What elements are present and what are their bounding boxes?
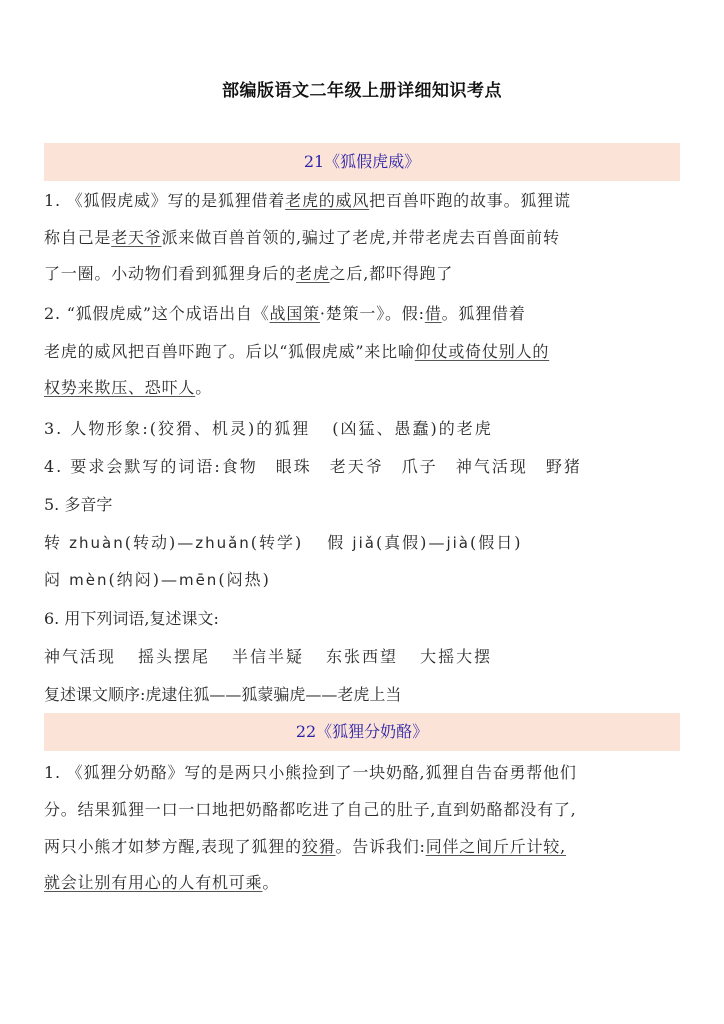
vocab-word: 野猪 [545, 457, 582, 476]
fox-traits: (狡猾、机灵)的狐狸 [149, 419, 311, 438]
document-title: 部编版语文二年级上册详细知识考点 [222, 81, 502, 101]
lesson-21-point-1-line-3 [44, 263, 684, 285]
text: ·楚策一》。假: [319, 304, 425, 323]
lesson-21-point-1-line-2 [44, 227, 684, 249]
lesson-22-header: 22《狐狸分奶酪》 [44, 713, 680, 751]
lesson-21-point-6-label: 6. 用下列词语,复述课文: [44, 609, 219, 628]
text: 2. “狐假虎威”这个成语出自《 [44, 304, 270, 323]
text: 之后,都吓得跑了 [329, 264, 454, 283]
lesson-21-point-1-line-1 [44, 190, 684, 212]
retell-order: 复述课文顺序:虎逮住狐——狐蒙骗虎——老虎上当 [44, 685, 402, 704]
lesson-22-point-1-line-1: 1. 《狐狸分奶酪》写的是两只小熊捡到了一块奶酪,狐狸自告奋勇帮他们 [44, 763, 577, 782]
text: 。告诉我们: [335, 837, 426, 856]
text: 。 [262, 873, 280, 892]
underlined-keyword: 老虎 [296, 264, 330, 283]
polyphone-char: 转 [44, 533, 63, 552]
retell-word: 大摇大摆 [420, 647, 493, 666]
text: 称自己是 [44, 228, 112, 247]
lesson-22-point-1-line-3 [44, 836, 684, 858]
underlined-keyword: 权势来欺压、恐吓人 [44, 378, 196, 397]
lesson-22-point-1-line-2: 分。结果狐狸一口一口地把奶酪都吃进了自己的肚子,直到奶酪都没有了, [44, 800, 577, 819]
text: 把百兽吓跑的故事。狐狸谎 [369, 191, 571, 210]
underlined-keyword: 老虎的威风 [285, 191, 370, 210]
retell-word: 东张西望 [326, 647, 399, 666]
example-word: (真假) [375, 533, 429, 552]
text: 老虎的威风把百兽吓跑了。后以“狐假虎威”来比喻 [44, 342, 415, 361]
lesson-21-header: 21《狐假虎威》 [44, 143, 680, 181]
text: 派来做百兽首领的,骗过了老虎,并带老虎去百兽面前转 [161, 228, 560, 247]
example-word: (闷热) [218, 570, 271, 589]
point-label: 4. 要求会默写的词语: [44, 457, 222, 476]
example-word: (转动) [124, 533, 178, 552]
pinyin: zhuàn [69, 534, 125, 552]
text: 。 [195, 378, 213, 397]
vocab-word: 爪子 [401, 457, 438, 476]
polyphone-char: 假 [327, 533, 346, 552]
dash: — [160, 570, 179, 589]
retell-word: 摇头摆尾 [138, 647, 211, 666]
text: 了一圈。小动物们看到狐狸身后的 [44, 264, 297, 283]
underlined-keyword: 就会让别有用心的人有机可乘 [44, 873, 263, 892]
text: 。狐狸借着 [441, 304, 526, 323]
lesson-21-point-3 [44, 418, 684, 440]
dash: — [428, 533, 447, 552]
underlined-keyword: 狡猾 [301, 837, 336, 856]
polyphone-row-2 [44, 569, 684, 591]
pinyin: mēn [178, 571, 219, 589]
polyphone-row-1 [44, 532, 684, 554]
retell-words [44, 646, 684, 668]
lesson-21-point-2-line-1 [44, 303, 684, 325]
pinyin: jià [446, 534, 470, 552]
underlined-keyword: 同伴之间斤斤计较, [425, 837, 566, 856]
underlined-keyword: 借 [424, 304, 442, 323]
lesson-21-point-2-line-2 [44, 341, 684, 363]
underlined-keyword: 老天爷 [111, 228, 162, 247]
pinyin: zhuǎn [195, 534, 251, 552]
retell-word: 半信半疑 [232, 647, 305, 666]
underlined-keyword: 战国策 [269, 304, 320, 323]
lesson-21-point-2-line-3 [44, 377, 684, 399]
polyphone-char: 闷 [44, 570, 63, 589]
lesson-21-point-4 [44, 456, 684, 478]
tiger-traits: (凶猛、愚蠢)的老虎 [332, 419, 493, 438]
text: 1. 《狐假虎威》写的是狐狸借着 [44, 191, 286, 210]
underlined-keyword: 仰仗或倚仗别人的 [414, 342, 550, 361]
example-word: (纳闷) [108, 570, 161, 589]
retell-word: 神气活现 [44, 647, 117, 666]
lesson-21-point-5-label: 5. 多音字 [44, 495, 113, 514]
pinyin: jiǎ [352, 534, 376, 552]
vocab-word: 食物 [221, 457, 258, 476]
pinyin: mèn [69, 571, 109, 589]
example-word: (转学) [250, 533, 304, 552]
point-label: 3. 人物形象: [44, 419, 150, 438]
vocab-word: 神气活现 [455, 457, 528, 476]
vocab-word: 眼珠 [275, 457, 312, 476]
example-word: (假日) [469, 533, 523, 552]
lesson-22-point-1-line-4 [44, 872, 684, 894]
text: 两只小熊才如梦方醒,表现了狐狸的 [44, 837, 302, 856]
vocab-word: 老天爷 [329, 457, 384, 476]
dash: — [177, 533, 196, 552]
